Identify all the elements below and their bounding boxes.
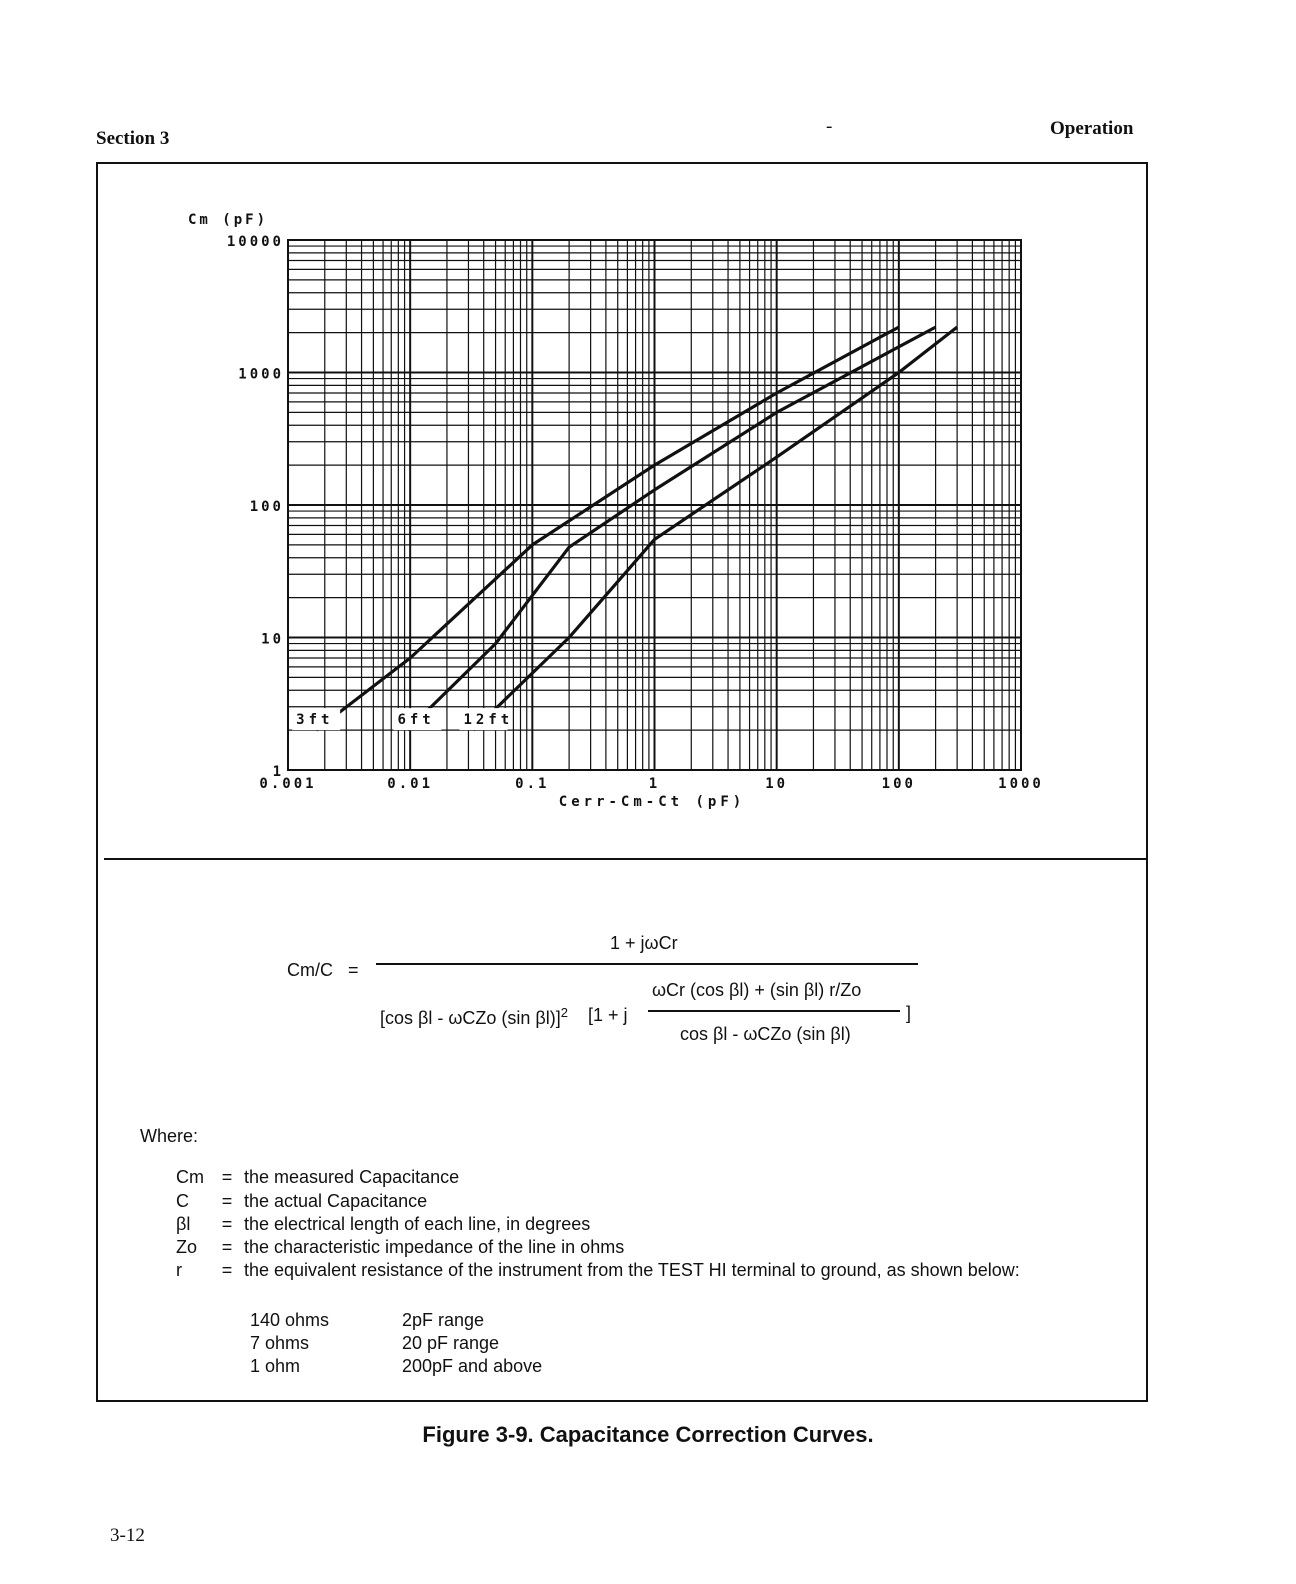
figure-caption: Figure 3-9. Capacitance Correction Curves. (422, 1422, 874, 1447)
definition-row (176, 1237, 624, 1258)
y-tick-label: 1000 (238, 366, 284, 383)
eq-den-close: ] (906, 1003, 912, 1023)
figure-divider (104, 858, 1148, 860)
x-tick-label: 1 (648, 776, 661, 792)
resistance-range: 2pF range (402, 1310, 485, 1330)
def-text: the actual Capacitance (244, 1191, 428, 1211)
eq-inner-denominator: cos βl - ωCZo (sin βl) (680, 1024, 851, 1044)
eq-den-exponent: 2 (560, 1005, 569, 1020)
eq-inner-numerator: ωCr (cos βl) + (sin βl) r/Zo (652, 980, 862, 1000)
x-tick-label: 0.1 (515, 776, 550, 792)
chart-series (316, 327, 957, 730)
section-label: Section 3 (96, 128, 170, 149)
where-label: Where: (140, 1126, 199, 1146)
series-label-3ft: 3ft (296, 712, 334, 729)
eq-den-mid: [1 + j (588, 1005, 628, 1025)
def-symbol: C (176, 1191, 189, 1211)
def-text: the equivalent resistance of the instrument from the TEST HI terminal to ground, as shown below: (244, 1260, 1020, 1280)
eq-main-fraction-bar (376, 963, 918, 965)
x-tick-label: 0.001 (259, 776, 317, 792)
def-text: the measured Capacitance (244, 1167, 460, 1187)
def-equals: = (221, 1191, 233, 1211)
y-tick-label: 1 (272, 764, 284, 780)
capacitance-correction-chart (100, 200, 1060, 830)
def-symbol: Cm (176, 1167, 204, 1187)
x-tick-label: 100 (881, 776, 916, 792)
resistance-value: 7 ohms (250, 1333, 310, 1353)
resistance-value: 140 ohms (250, 1310, 330, 1330)
y-axis-title: Cm (pF) (188, 212, 269, 228)
resistance-value: 1 ohm (250, 1356, 301, 1376)
def-text: the electrical length of each line, in degrees (244, 1214, 591, 1234)
x-tick-label: 1000 (998, 776, 1044, 792)
def-text: the characteristic impedance of the line in ohms (244, 1237, 625, 1257)
definition-row (176, 1260, 1020, 1281)
def-symbol: r (176, 1260, 182, 1280)
chart-grid (288, 240, 1021, 770)
definition-row (176, 1167, 459, 1188)
section-title: Operation (1050, 118, 1134, 139)
eq-inner-fraction-bar (648, 1010, 900, 1012)
header-dash: - (826, 116, 833, 137)
def-symbol: βl (176, 1214, 191, 1234)
x-tick-label: 10 (765, 776, 789, 792)
series-line-12ft (474, 327, 958, 730)
resistance-range: 20 pF range (402, 1333, 500, 1353)
eq-lhs: Cm/C (287, 960, 333, 980)
y-tick-label: 10 (261, 631, 284, 648)
series-label-6ft: 6ft (397, 712, 435, 729)
y-tick-label: 10000 (226, 234, 284, 250)
series-label-12ft: 12ft (463, 712, 514, 729)
definition-row (176, 1191, 427, 1212)
eq-den-left (380, 1005, 568, 1029)
resistance-range: 200pF and above (402, 1356, 543, 1376)
def-equals: = (221, 1167, 233, 1187)
y-tick-label: 100 (249, 499, 284, 515)
series-line-3ft (316, 327, 899, 730)
x-axis-title: Cerr-Cm-Ct (pF) (558, 794, 746, 810)
def-equals: = (221, 1237, 233, 1257)
definition-row (176, 1214, 590, 1235)
def-symbol: Zo (176, 1237, 198, 1257)
def-equals: = (221, 1214, 233, 1234)
def-equals: = (221, 1260, 233, 1280)
eq-numerator: 1 + jωCr (610, 933, 678, 953)
eq-den-left-text: [cos βl - ωCZo (sin βl)] (380, 1008, 561, 1028)
eq-equals: = (348, 960, 359, 980)
x-tick-label: 0.01 (387, 776, 434, 792)
page-number: 3-12 (110, 1525, 145, 1546)
